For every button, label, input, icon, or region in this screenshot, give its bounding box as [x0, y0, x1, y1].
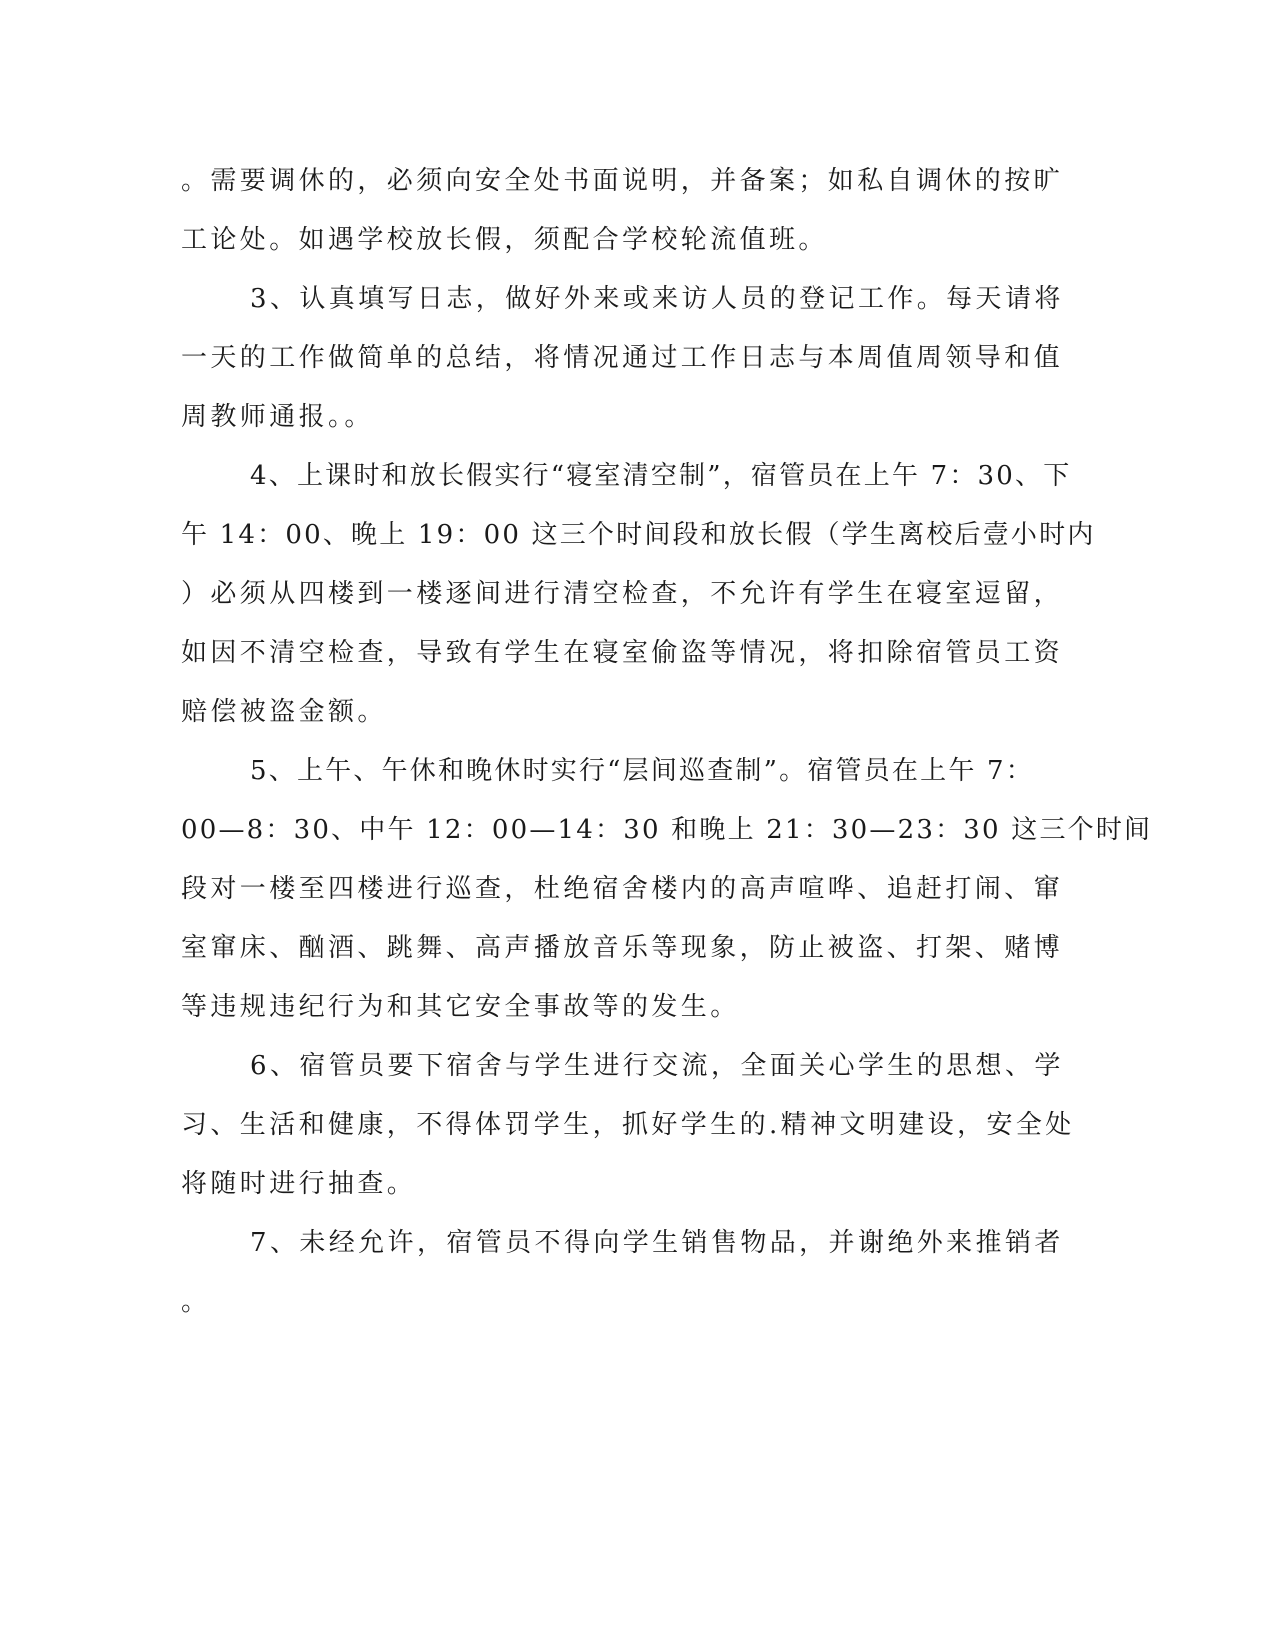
paragraph-4-start: 4、上课时和放长假实行“寝室清空制”，宿管员在上午 7：30、下: [250, 461, 1072, 491]
text-line: 等违规违纪行为和其它安全事故等的发生。: [181, 992, 740, 1022]
text-line: 周教师通报。。: [181, 402, 374, 432]
text-line: 如因不清空检查，导致有学生在寝室偷盗等情况，将扣除宿管员工资: [181, 638, 1064, 668]
text-line: 习、生活和健康，不得体罚学生，抓好学生的.精神文明建设，安全处: [181, 1110, 1075, 1140]
text-line: 00—8：30、中午 12：00—14：30 和晚上 21：30—23：30 这三个时间: [181, 815, 1153, 845]
text-line: 工论处。如遇学校放长假，须配合学校轮流值班。: [181, 225, 828, 255]
paragraph-7-start: 7、未经允许，宿管员不得向学生销售物品，并谢绝外来推销者: [250, 1228, 1064, 1258]
text-line: 一天的工作做简单的总结，将情况通过工作日志与本周值周领导和值: [181, 343, 1064, 373]
text-line: 将随时进行抽查。: [181, 1169, 417, 1199]
text-line: 段对一楼至四楼进行巡查，杜绝宿舍楼内的高声喧哗、追赶打闹、窜: [181, 874, 1064, 904]
text-line: 。需要调休的，必须向安全处书面说明，并备案；如私自调休的按旷: [181, 166, 1064, 196]
paragraph-5-start: 5、上午、午休和晚休时实行“层间巡查制”。宿管员在上午 7：: [250, 756, 1034, 786]
paragraph-3-start: 3、认真填写日志，做好外来或来访人员的登记工作。每天请将: [250, 284, 1064, 314]
text-line: 。: [181, 1287, 211, 1317]
paragraph-6-start: 6、宿管员要下宿舍与学生进行交流，全面关心学生的思想、学: [250, 1051, 1064, 1081]
text-line: 午 14：00、晚上 19：00 这三个时间段和放长假（学生离校后壹小时内: [181, 520, 1096, 550]
text-line: ）必须从四楼到一楼逐间进行清空检查，不允许有学生在寝室逗留，: [181, 579, 1064, 609]
text-line: 室窜床、酗酒、跳舞、高声播放音乐等现象，防止被盗、打架、赌博: [181, 933, 1064, 963]
text-line: 赔偿被盗金额。: [181, 697, 387, 727]
